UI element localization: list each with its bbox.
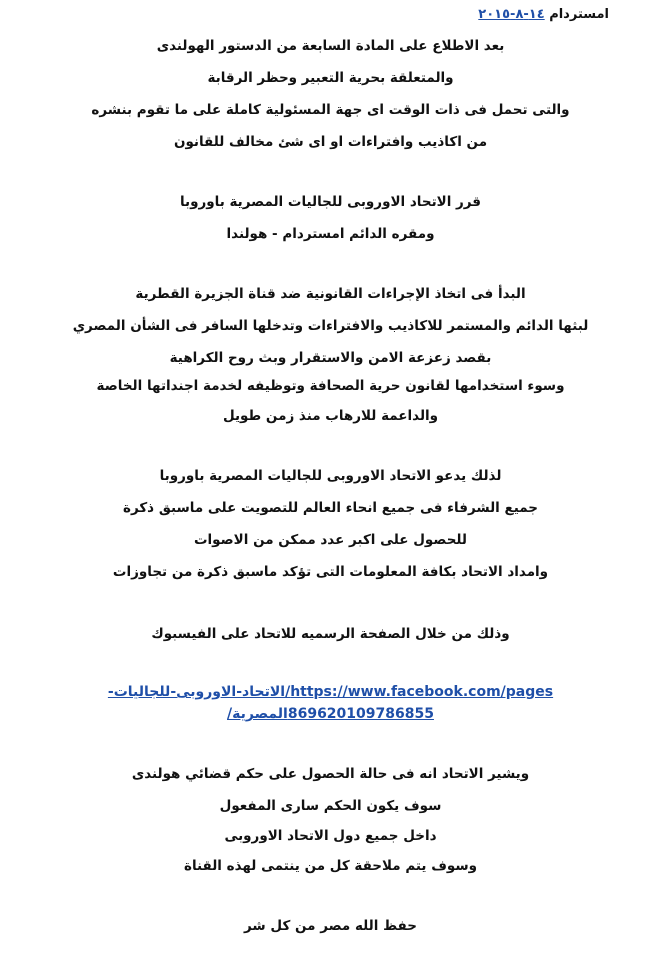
paragraph6-line-4: وسوف يتم ملاحقة كل من ينتمى لهذه القناة (183, 858, 478, 874)
paragraph1-line-2: والمتعلقة بحرية التعبير وحظر الرقابة (207, 70, 454, 86)
paragraph5-line-1: وذلك من خلال الصفحة الرسميه للاتحاد على الفيسبوك (151, 626, 510, 642)
facebook-link-url-prefix[interactable]: https://www.facebook.com/pages/ (285, 684, 554, 700)
paragraph1-line-3: والتى تحمل فى ذات الوقت اى جهة المسئولية كاملة على ما تقوم بنشره (91, 102, 570, 118)
paragraph6-line-1: ويشير الاتحاد انه فى حالة الحصول على حكم قضائي هولندى (131, 766, 530, 782)
closing-line: حفظ الله مصر من كل شر (244, 918, 417, 934)
paragraph3-line-4: وسوء استخدامها لقانون حرية الصحافة وتوظيفه لخدمة اجنداتها الخاصة (96, 378, 565, 394)
paragraph4-line-3: للحصول على اكبر عدد ممكن من الاصوات (193, 532, 467, 548)
paragraph6-line-2: سوف يكون الحكم سارى المفعول (219, 798, 442, 814)
paragraph4-line-1: لذلك يدعو الاتحاد الاوروبى للجاليات المصرية باوروبا (159, 468, 502, 484)
paragraph4-line-4: وامداد الاتحاد بكافة المعلومات التى تؤكد ماسبق ذكرة من تجاوزات (112, 564, 549, 580)
facebook-link-arabic-part-2[interactable]: المصرية/ (227, 706, 288, 722)
paragraph2-line-2: ومقره الدائم امستردام - هولندا (226, 226, 435, 242)
paragraph6-line-3: داخل جميع دول الاتحاد الاوروبى (224, 828, 437, 844)
header-date: ١٤-٨-٢٠١٥ (478, 7, 545, 22)
paragraph2-line-1: قرر الاتحاد الاوروبى للجاليات المصرية باوروبا (179, 194, 482, 210)
paragraph3-line-3: بقصد زعزعة الامن والاستقرار وبث روح الكراهية (169, 350, 492, 366)
facebook-link-url-suffix[interactable]: 869620109786855 (287, 706, 434, 722)
facebook-link-arabic-part-1[interactable]: الاتحاد-الاوروبى-للجاليات- (107, 684, 286, 700)
document-header (478, 5, 609, 25)
paragraph4-line-2: جميع الشرفاء فى جميع انحاء العالم للتصويت على ماسبق ذكرة (122, 500, 539, 516)
paragraph3-line-1: البدأ فى اتخاذ الإجراءات القانونية ضد قناة الجزيرة القطرية (135, 286, 526, 302)
facebook-link-line-1[interactable] (0, 682, 661, 702)
header-city: امستردام (549, 7, 609, 22)
paragraph1-line-4: من اكاذيب وافتراءات او اى شئ مخالف للقانون (173, 134, 488, 150)
facebook-link-line-2[interactable] (0, 704, 661, 724)
paragraph1-line-1: بعد الاطلاع على المادة السابعة من الدستور الهولندى (156, 38, 505, 54)
paragraph3-line-2: لبثها الدائم والمستمر للاكاذيب والافتراءات وتدخلها السافر فى الشأن المصري (72, 318, 589, 334)
paragraph3-line-5: والداعمة للارهاب منذ زمن طويل (222, 408, 439, 424)
